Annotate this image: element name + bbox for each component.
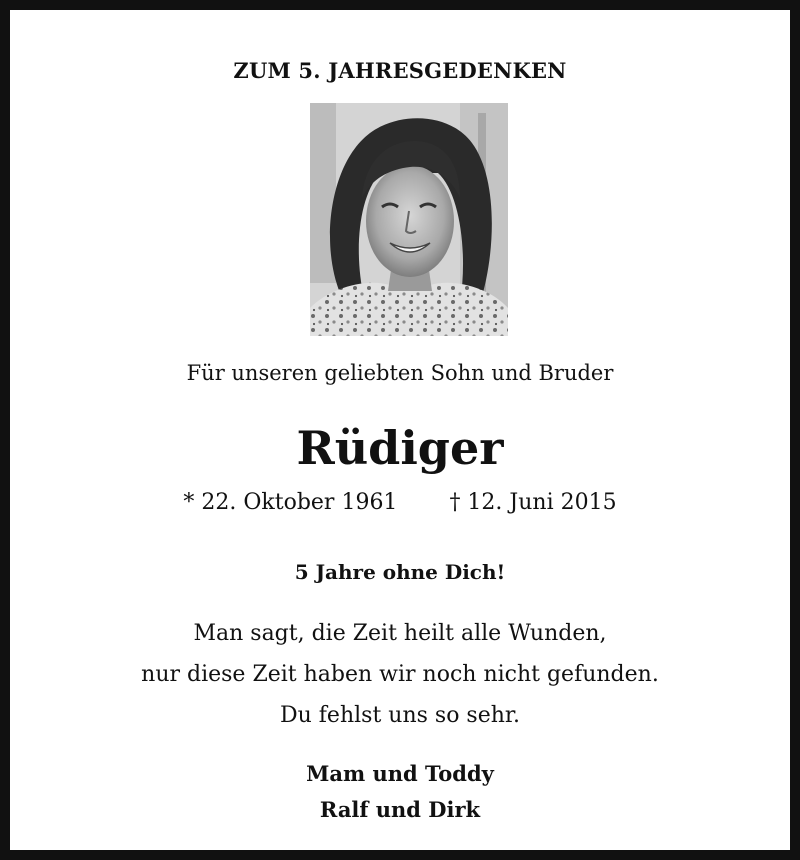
poem bbox=[10, 618, 790, 741]
dedication-line: Für unseren geliebten Sohn und Bruder bbox=[186, 361, 614, 385]
life-dates bbox=[10, 490, 790, 515]
signature-line: Ralf und Dirk bbox=[319, 797, 481, 822]
memorial-header: ZUM 5. JAHRESGEDENKEN bbox=[233, 58, 567, 83]
poem-line: Du fehlst uns so sehr. bbox=[279, 703, 520, 728]
birth-date: * 22. Oktober 1961 bbox=[183, 490, 398, 515]
death-date: † 12. Juni 2015 bbox=[449, 490, 617, 515]
poem-line: Man sagt, die Zeit heilt alle Wunden, bbox=[193, 621, 607, 646]
poem-line: nur diese Zeit haben wir noch nicht gefunden. bbox=[141, 662, 659, 687]
memorial-motto: 5 Jahre ohne Dich! bbox=[294, 560, 506, 584]
portrait-photo bbox=[310, 103, 508, 336]
deceased-name: Rüdiger bbox=[296, 421, 504, 475]
signatures bbox=[10, 758, 790, 830]
signature-line: Mam und Toddy bbox=[306, 761, 494, 786]
